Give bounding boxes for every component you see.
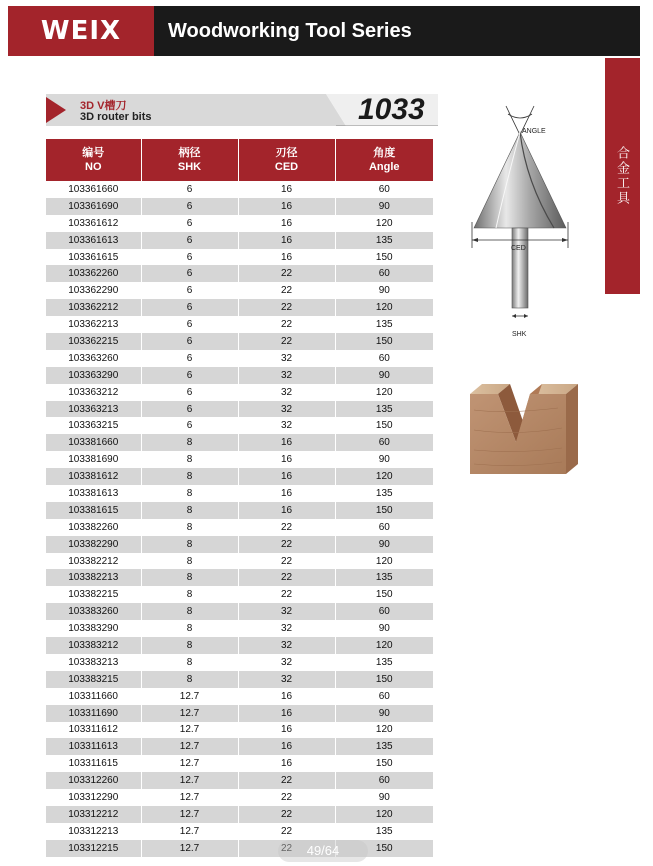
product-title-en: 3D router bits [80,111,152,123]
cell-angle: 135 [335,569,433,586]
column-header-no: 编号 NO [46,139,141,181]
cell-ced: 32 [238,367,335,384]
cell-shk: 6 [141,249,238,266]
cell-shk: 6 [141,333,238,350]
table-row [46,333,433,350]
table-row [46,553,433,570]
cell-angle: 120 [335,722,433,739]
cell-shk: 12.7 [141,705,238,722]
cell-no: 103363290 [46,367,141,384]
cell-ced: 22 [238,840,335,857]
table-body [46,181,433,857]
product-model-number: 1033 [358,93,425,126]
cell-ced: 32 [238,654,335,671]
cell-angle: 150 [335,755,433,772]
cell-shk: 12.7 [141,806,238,823]
cell-shk: 12.7 [141,738,238,755]
cell-no: 103382213 [46,569,141,586]
cell-angle: 135 [335,316,433,333]
table-row [46,417,433,434]
table-row [46,637,433,654]
cell-no: 103311612 [46,722,141,739]
cell-shk: 6 [141,299,238,316]
cell-angle: 120 [335,553,433,570]
cell-ced: 16 [238,738,335,755]
cell-angle: 135 [335,232,433,249]
cell-angle: 120 [335,384,433,401]
table-row [46,316,433,333]
cell-angle: 150 [335,586,433,603]
cell-no: 103312260 [46,772,141,789]
cell-ced: 22 [238,553,335,570]
cell-ced: 22 [238,282,335,299]
cell-angle: 135 [335,823,433,840]
cell-no: 103382212 [46,553,141,570]
cell-no: 103363213 [46,401,141,418]
cell-shk: 6 [141,384,238,401]
table-row [46,671,433,688]
table-row [46,654,433,671]
cell-ced: 16 [238,215,335,232]
cell-angle: 135 [335,654,433,671]
cell-no: 103381615 [46,502,141,519]
cell-shk: 6 [141,198,238,215]
cell-no: 103382290 [46,536,141,553]
cell-angle: 135 [335,401,433,418]
table-row [46,789,433,806]
cell-angle: 90 [335,451,433,468]
table-row [46,367,433,384]
cell-shk: 8 [141,502,238,519]
cell-shk: 8 [141,451,238,468]
wood-groove-illustration [468,380,582,476]
table-row [46,705,433,722]
product-title-cn: 3D V槽刀 [80,100,127,112]
cell-ced: 32 [238,417,335,434]
cell-ced: 16 [238,705,335,722]
cell-no: 103383260 [46,603,141,620]
cell-no: 103312215 [46,840,141,857]
cell-no: 103363212 [46,384,141,401]
column-header-shk: 柄径 SHK [141,139,238,181]
cell-shk: 12.7 [141,823,238,840]
cell-angle: 150 [335,333,433,350]
cell-angle: 135 [335,485,433,502]
table-row [46,384,433,401]
table-row [46,265,433,282]
header-bar [8,6,640,56]
cell-ced: 22 [238,265,335,282]
table-row [46,282,433,299]
product-banner [46,94,438,126]
cell-no: 103312213 [46,823,141,840]
cell-shk: 6 [141,282,238,299]
cell-ced: 22 [238,333,335,350]
column-header-angle: 角度 Angle [335,139,433,181]
angle-label: ANGLE [522,128,546,135]
cell-no: 103361690 [46,198,141,215]
cell-ced: 32 [238,350,335,367]
cell-ced: 16 [238,181,335,198]
table-row [46,485,433,502]
cell-shk: 12.7 [141,772,238,789]
cell-angle: 60 [335,603,433,620]
page-title: Woodworking Tool Series [168,20,412,42]
cell-no: 103311660 [46,688,141,705]
shk-label: SHK [512,331,527,338]
table-row [46,586,433,603]
cell-ced: 16 [238,434,335,451]
cell-shk: 8 [141,485,238,502]
cell-no: 103311613 [46,738,141,755]
cell-angle: 60 [335,350,433,367]
cell-angle: 120 [335,637,433,654]
cell-no: 103361660 [46,181,141,198]
cell-shk: 6 [141,417,238,434]
cell-angle: 90 [335,620,433,637]
cell-no: 103311615 [46,755,141,772]
cell-angle: 60 [335,181,433,198]
cell-shk: 6 [141,215,238,232]
cell-ced: 16 [238,451,335,468]
cell-shk: 6 [141,181,238,198]
table-row [46,232,433,249]
cell-no: 103383215 [46,671,141,688]
cell-no: 103382260 [46,519,141,536]
cell-shk: 6 [141,232,238,249]
cell-angle: 120 [335,468,433,485]
table-row [46,620,433,637]
cell-shk: 6 [141,265,238,282]
table-row [46,519,433,536]
cell-no: 103362213 [46,316,141,333]
page-number-indicator: 49/64 [278,840,368,862]
cell-no: 103361615 [46,249,141,266]
angle-line-left [506,106,520,135]
cell-no: 103362260 [46,265,141,282]
cell-shk: 12.7 [141,688,238,705]
side-category-label: 合金工具 [615,146,630,206]
table-row [46,249,433,266]
cell-no: 103363260 [46,350,141,367]
cell-no: 103312212 [46,806,141,823]
cell-angle: 150 [335,417,433,434]
cell-ced: 32 [238,603,335,620]
table-row [46,738,433,755]
table-row [46,401,433,418]
cell-ced: 22 [238,299,335,316]
cell-ced: 22 [238,806,335,823]
cell-shk: 12.7 [141,789,238,806]
cell-angle: 90 [335,705,433,722]
table-header-row [46,139,433,181]
table-row [46,569,433,586]
cell-ced: 16 [238,485,335,502]
cell-ced: 22 [238,823,335,840]
table-row [46,603,433,620]
table-row [46,536,433,553]
cell-angle: 90 [335,282,433,299]
cell-shk: 8 [141,620,238,637]
cell-angle: 135 [335,738,433,755]
cell-no: 103362290 [46,282,141,299]
cell-shk: 8 [141,671,238,688]
cell-angle: 150 [335,840,433,857]
table-row [46,198,433,215]
cell-ced: 22 [238,316,335,333]
cell-ced: 22 [238,569,335,586]
table-row [46,468,433,485]
cell-shk: 8 [141,468,238,485]
cell-angle: 90 [335,789,433,806]
cell-ced: 16 [238,722,335,739]
cell-ced: 16 [238,468,335,485]
spec-table [46,139,433,857]
cell-ced: 22 [238,789,335,806]
cell-shk: 12.7 [141,755,238,772]
table-row [46,688,433,705]
cell-shk: 6 [141,401,238,418]
table-row [46,502,433,519]
cell-ced: 32 [238,384,335,401]
cell-angle: 150 [335,249,433,266]
cell-no: 103381612 [46,468,141,485]
cell-angle: 60 [335,519,433,536]
cell-shk: 6 [141,316,238,333]
table-row [46,451,433,468]
cell-no: 103311690 [46,705,141,722]
cell-ced: 22 [238,772,335,789]
table-row [46,434,433,451]
cell-angle: 60 [335,688,433,705]
cone-body [474,132,566,228]
cell-shk: 12.7 [141,840,238,857]
cell-ced: 16 [238,249,335,266]
cell-ced: 22 [238,536,335,553]
cell-ced: 16 [238,688,335,705]
table-row [46,181,433,198]
cell-no: 103363215 [46,417,141,434]
cell-no: 103382215 [46,586,141,603]
ced-label: CED [511,245,526,252]
cell-ced: 32 [238,401,335,418]
cell-shk: 12.7 [141,722,238,739]
cell-shk: 6 [141,350,238,367]
cell-angle: 120 [335,299,433,316]
cell-shk: 8 [141,586,238,603]
cell-shk: 8 [141,637,238,654]
cell-ced: 16 [238,198,335,215]
cell-angle: 150 [335,502,433,519]
cell-angle: 90 [335,536,433,553]
table-row [46,772,433,789]
cell-ced: 22 [238,519,335,536]
cell-no: 103381613 [46,485,141,502]
cell-ced: 32 [238,637,335,654]
cell-shk: 8 [141,434,238,451]
cell-angle: 60 [335,772,433,789]
cell-no: 103312290 [46,789,141,806]
cell-no: 103383213 [46,654,141,671]
cell-angle: 60 [335,434,433,451]
cell-no: 103383212 [46,637,141,654]
cell-shk: 8 [141,553,238,570]
cell-angle: 60 [335,265,433,282]
side-category-tab[interactable] [605,58,640,294]
cell-no: 103381690 [46,451,141,468]
cell-ced: 32 [238,620,335,637]
table-row [46,350,433,367]
table-row [46,840,433,857]
table-row [46,755,433,772]
table-row [46,823,433,840]
cell-shk: 8 [141,603,238,620]
cell-shk: 8 [141,569,238,586]
cell-no: 103362215 [46,333,141,350]
cell-shk: 8 [141,536,238,553]
cell-ced: 22 [238,586,335,603]
cell-shk: 8 [141,654,238,671]
cell-shk: 8 [141,519,238,536]
cell-angle: 120 [335,215,433,232]
router-bit-diagram [466,102,586,342]
cell-no: 103381660 [46,434,141,451]
table-row [46,806,433,823]
cell-no: 103362212 [46,299,141,316]
table-row [46,299,433,316]
cell-angle: 120 [335,806,433,823]
cell-shk: 6 [141,367,238,384]
cell-ced: 16 [238,232,335,249]
cell-no: 103361612 [46,215,141,232]
cell-no: 103361613 [46,232,141,249]
table-row [46,215,433,232]
table-row [46,722,433,739]
cell-no: 103383290 [46,620,141,637]
cell-angle: 90 [335,198,433,215]
cell-ced: 32 [238,671,335,688]
brand-logo [8,6,154,56]
brand-name: WEIX [40,16,122,46]
cell-angle: 150 [335,671,433,688]
cell-ced: 16 [238,755,335,772]
column-header-ced: 刃径 CED [238,139,335,181]
cell-ced: 16 [238,502,335,519]
cell-angle: 90 [335,367,433,384]
